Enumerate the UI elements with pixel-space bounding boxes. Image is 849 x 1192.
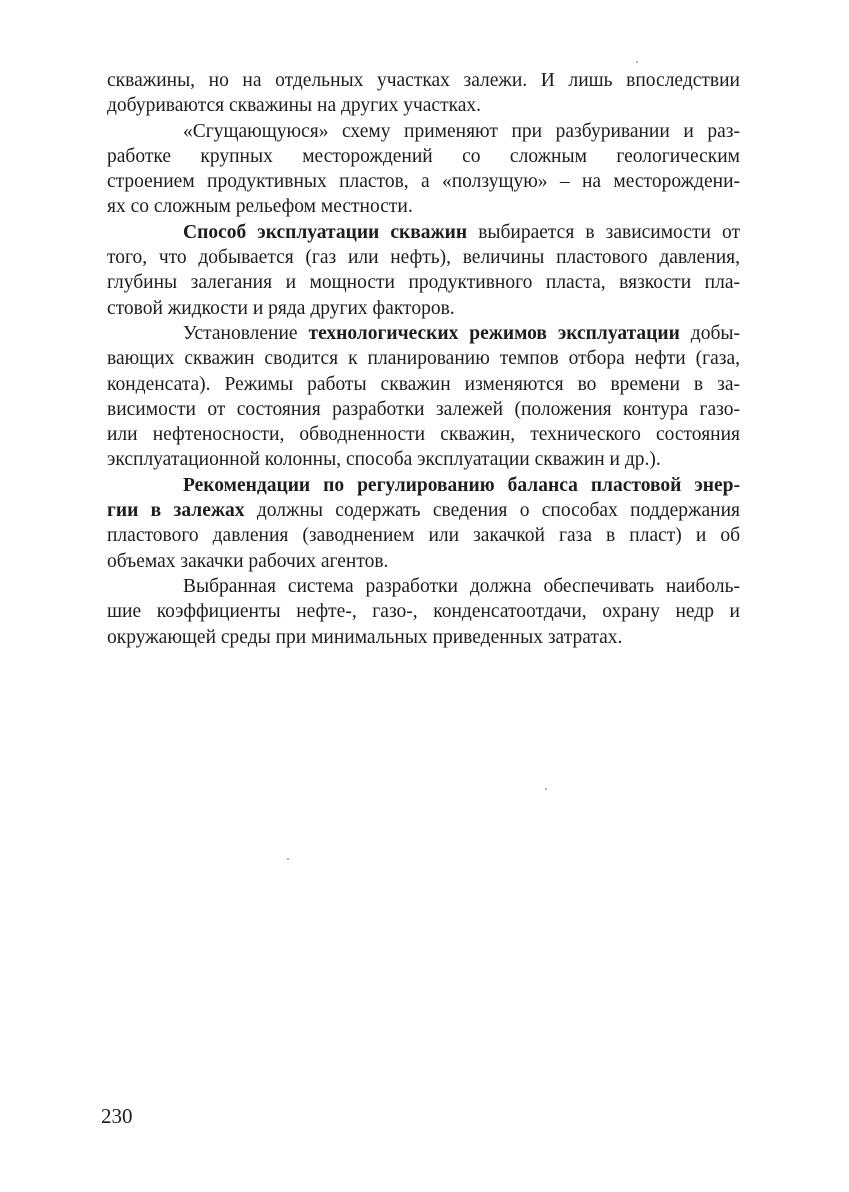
- text-run: выбирается в зависимости от: [467, 221, 740, 243]
- text-line: [107, 270, 740, 295]
- text-line: [107, 119, 740, 144]
- text-line: [107, 574, 740, 599]
- text-run: стовой жидкости и ряда других факторов.: [107, 297, 455, 319]
- text-run: скважины, но на отдельных участках залежи. И лишь впоследствии: [107, 70, 740, 91]
- scan-speck: [636, 61, 638, 63]
- text-line: [107, 498, 740, 523]
- text-line: [107, 397, 740, 422]
- text-run: строением продуктивных пластов, а «ползущую» – на месторождени-: [107, 171, 740, 193]
- text-line: [107, 321, 740, 346]
- text-line: [107, 144, 740, 169]
- text-run: или нефтеносности, обводненности скважин, технического состояния: [107, 424, 740, 446]
- text-line: [107, 346, 740, 371]
- scan-speck: [287, 858, 289, 860]
- text-line: [107, 245, 740, 270]
- bold-term: гии в залежах: [107, 500, 245, 522]
- text-run: ях со сложным рельефом местности.: [107, 196, 413, 218]
- text-line: [107, 93, 740, 118]
- text-line: [107, 473, 740, 498]
- paragraph-6: [107, 574, 740, 650]
- text-line: [107, 447, 740, 472]
- text-run: эксплуатационной колонны, способа эксплуатации скважин и др.).: [107, 449, 661, 471]
- bold-term: Рекомендации по регулированию баланса пластовой энер-: [183, 474, 740, 496]
- text-line: [107, 220, 740, 245]
- paragraph-5: [107, 473, 740, 574]
- page-number: 230: [101, 1104, 133, 1128]
- body-text: [107, 68, 740, 650]
- bold-term: технологических режимов эксплуатации: [308, 322, 680, 344]
- text-run: висимости от состояния разработки залежей (положения контура газо-: [107, 398, 740, 420]
- text-run: вающих скважин сводится к планированию темпов отбора нефти (газа,: [107, 348, 740, 370]
- paragraph-3: [107, 220, 740, 321]
- text-run: должны содержать сведения о способах поддержания: [244, 500, 740, 522]
- text-line: [107, 422, 740, 447]
- text-run: шие коэффициенты нефте-, газо-, конденсатоотдачи, охрану недр и: [107, 601, 740, 623]
- paragraph-2: [107, 119, 740, 220]
- text-run: добы-: [679, 322, 740, 344]
- text-line: [107, 296, 740, 321]
- text-run: окружающей среды при минимальных приведенных затратах.: [107, 626, 623, 648]
- text-run: того, что добывается (газ или нефть), величины пластового давления,: [107, 247, 740, 269]
- text-line: [107, 194, 740, 219]
- text-run: пластового давления (заводнением или закачкой газа в пласт) и об: [107, 525, 740, 547]
- text-line: [107, 625, 740, 650]
- text-line: [107, 68, 740, 93]
- bold-term: Способ эксплуатации скважин: [183, 221, 468, 243]
- text-run: Выбранная система разработки должна обеспечивать наиболь-: [183, 575, 740, 597]
- text-run: объемах закачки рабочих агентов.: [107, 550, 389, 572]
- text-line: [107, 169, 740, 194]
- text-line: [107, 549, 740, 574]
- paragraph-4: [107, 321, 740, 473]
- text-run: добуриваются скважины на других участках.: [107, 95, 482, 117]
- text-run: «Сгущающуюся» схему применяют при разбуривании и раз-: [183, 120, 740, 142]
- text-run: глубины залегания и мощности продуктивного пласта, вязкости пла-: [107, 272, 740, 294]
- scan-speck: [545, 788, 547, 790]
- text-run: конденсата). Режимы работы скважин изменяются во времени в за-: [107, 373, 740, 395]
- text-line: [107, 599, 740, 624]
- text-line: [107, 372, 740, 397]
- text-run: работке крупных месторождений со сложным геологическим: [107, 145, 740, 167]
- text-run: Установление: [183, 322, 309, 344]
- text-line: [107, 523, 740, 548]
- paragraph-1: [107, 68, 740, 119]
